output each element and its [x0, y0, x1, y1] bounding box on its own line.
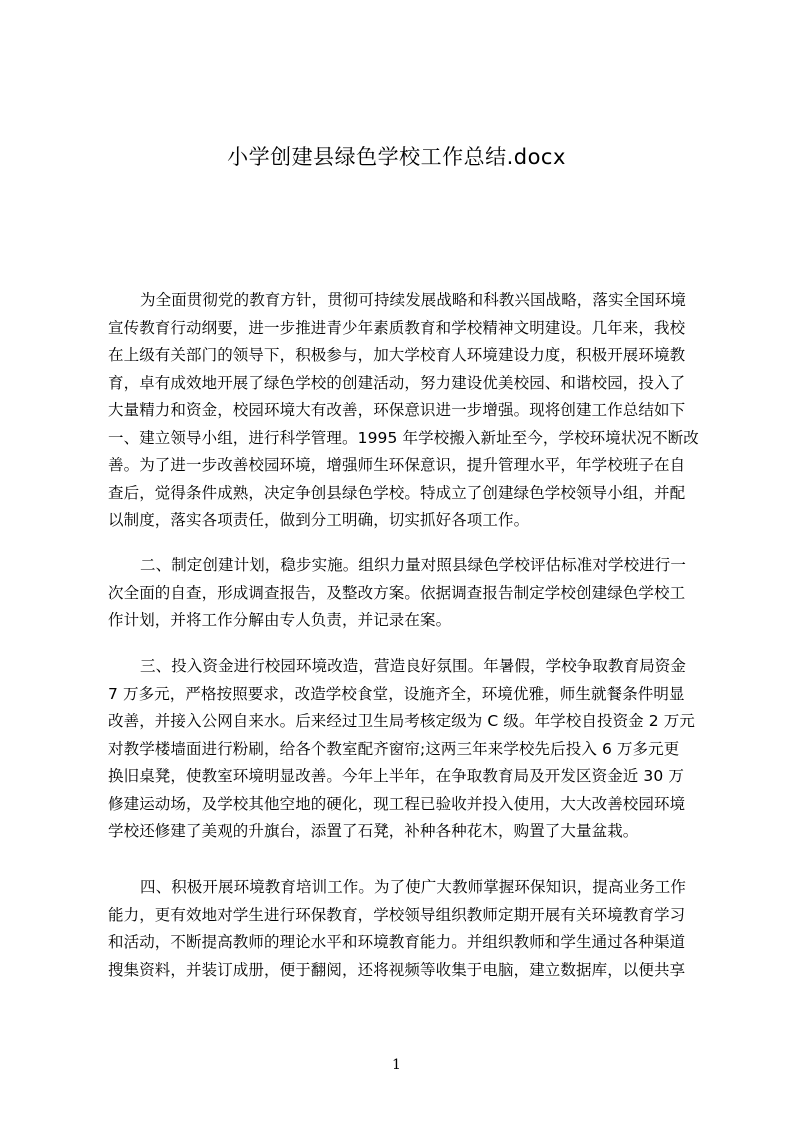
paragraph-4 — [108, 874, 700, 984]
text-line: 学校还修建了美观的升旗台，添置了石凳，补种各种花木，购置了大量盆栽。 — [108, 822, 639, 840]
text-line: 育，卓有成效地开展了绿色学校的创建活动，努力建设优美校园、和谐校园，投入了 — [108, 373, 686, 392]
text-line: 二、制定创建计划，稳步实施。组织力量对照县绿色学校评估标准对学校进行一 — [140, 556, 687, 574]
text-line: 搜集资料，并装订成册，便于翻阅，还将视频等收集于电脑，建立数据库，以便共享 — [108, 960, 686, 979]
text-line: 查后，觉得条件成熟，决定争创县绿色学校。特成立了创建绿色学校领导小组，并配 — [108, 483, 686, 502]
text-line: 次全面的自查，形成调查报告，及整改方案。依据调查报告制定学校创建绿色学校工 — [108, 583, 686, 602]
text-line: 大量精力和资金，校园环境大有改善，环保意识进一步增强。现将创建工作总结如下 — [108, 401, 686, 419]
paragraph-3 — [108, 653, 700, 846]
text-line: 一、建立领导小组，进行科学管理。1995 年学校搬入新址至今，学校环境状况不断改 — [108, 428, 699, 447]
text-line: 作计划，并将工作分解由专人负责，并记录在案。 — [108, 611, 452, 629]
text-line: 以制度，落实各项责任，做到分工明确，切实抓好各项工作。 — [108, 511, 530, 529]
document-title: 小学创建县绿色学校工作总结.docx — [227, 145, 566, 169]
text-line: 宣传教育行动纲要，进一步推进青少年素质教育和学校精神文明建设。几年来，我校 — [108, 318, 686, 337]
text-line: 改善，并接入公网自来水。后来经过卫生局考核定级为 C 级。年学校自投资金 2 万元 — [108, 712, 695, 730]
text-line: 换旧桌凳，使教室环境明显改善。今年上半年，在争取教育局及开发区资金近 30 万 — [108, 767, 684, 785]
text-line: 和活动，不断提高教师的理论水平和环境教育能力。并组织教师和学生通过各种渠道 — [108, 933, 686, 951]
text-line: 能力，更有效地对学生进行环保教育，学校领导组织教师定期开展有关环境教育学习 — [108, 905, 686, 924]
text-line: 修建运动场，及学校其他空地的硬化，现工程已验收并投入使用，大大改善校园环境 — [108, 794, 686, 813]
paragraph-1 — [108, 287, 700, 535]
text-line: 善。为了进一步改善校园环境，增强师生环保意识，提升管理水平，年学校班子在自 — [108, 456, 686, 474]
page-number: 1 — [392, 1057, 401, 1073]
text-line: 四、积极开展环境教育培训工作。为了使广大教师掌握环保知识，提高业务工作 — [140, 878, 687, 896]
text-line: 三、投入资金进行校园环境改造，营造良好氛围。年暑假，学校争取教育局资金 — [140, 657, 687, 675]
text-line: 7 万多元，严格按照要求，改造学校食堂，设施齐全，环境优雅，师生就餐条件明显 — [108, 684, 685, 703]
text-line: 在上级有关部门的领导下，积极参与，加大学校育人环境建设力度，积极开展环境教 — [108, 346, 686, 364]
text-line: 对教学楼墙面进行粉刷，给各个教室配齐窗帘;这两三年来学校先后投入 6 万多元更 — [108, 739, 680, 758]
paragraph-2 — [108, 552, 700, 635]
text-line: 为全面贯彻党的教育方针，贯彻可持续发展战略和科教兴国战略，落实全国环境 — [140, 291, 687, 309]
